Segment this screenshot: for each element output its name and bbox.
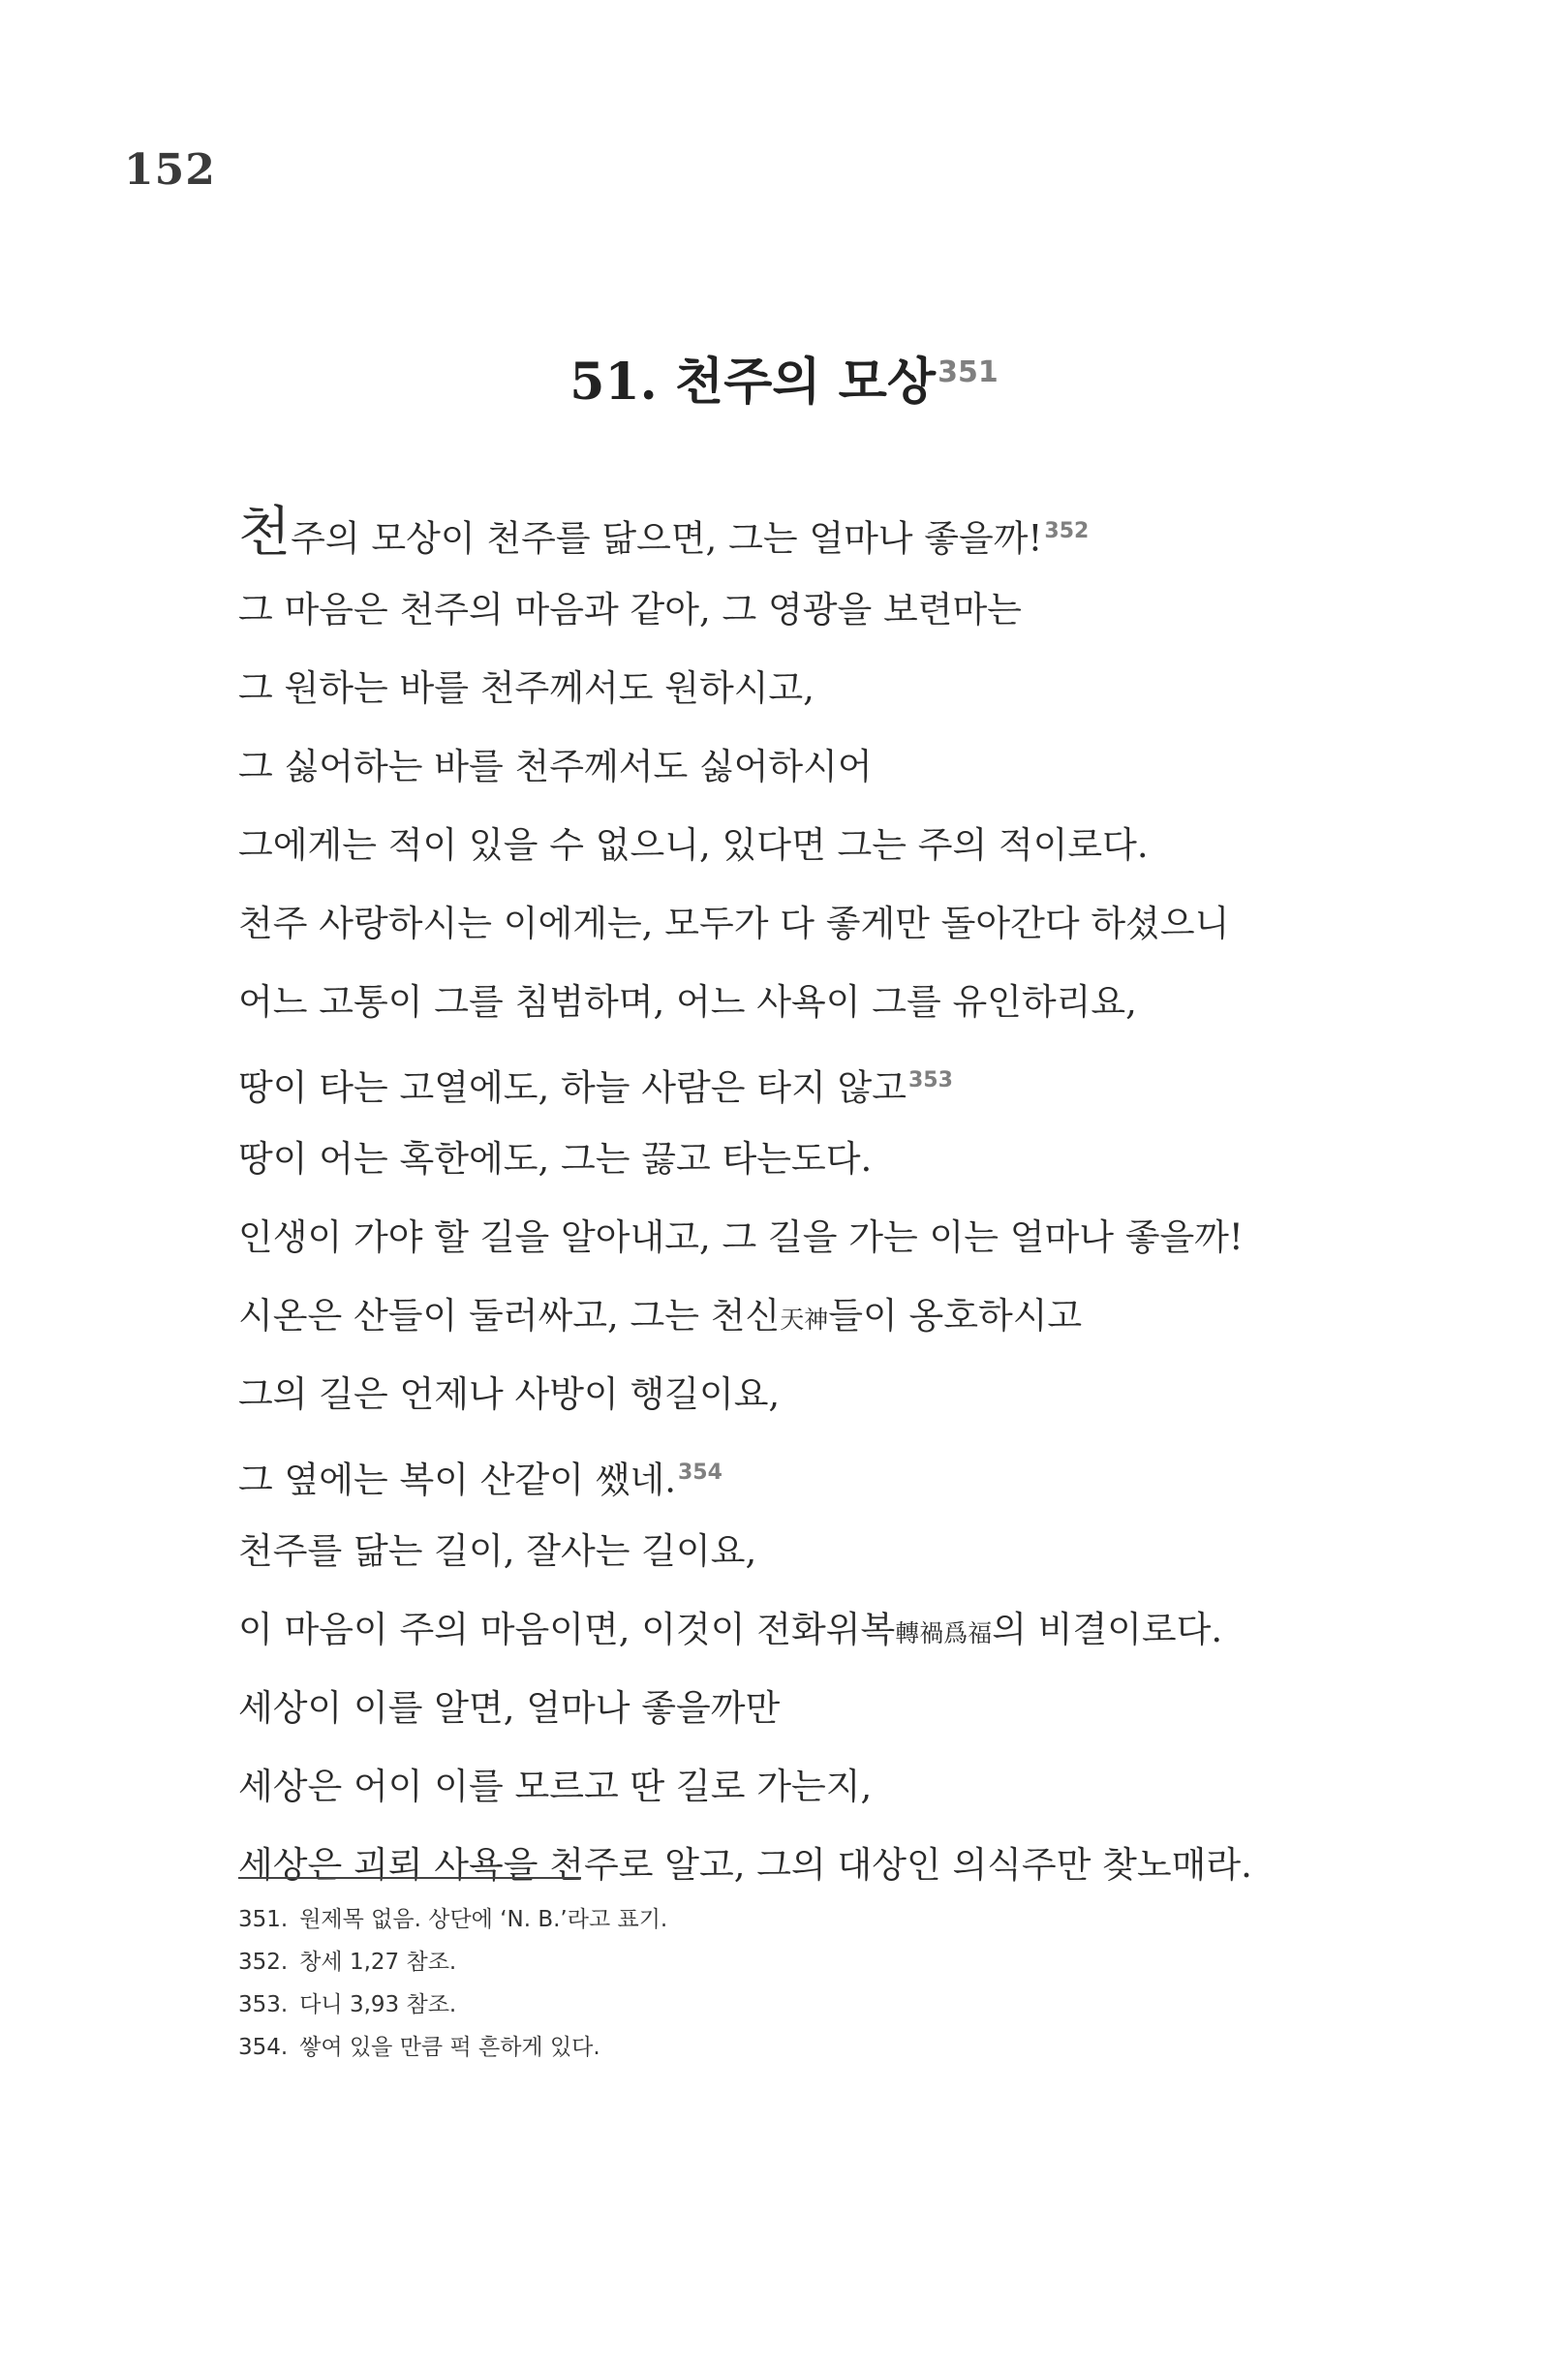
- poem-body: [238, 492, 1439, 1904]
- poem-line-8: [238, 1041, 1439, 1120]
- poem-line-5: 그에게는 적이 있을 수 없으니, 있다면 그는 주의 적이로다.: [238, 824, 1149, 866]
- poem-line-16: 세상이 이를 알면, 얼마나 좋을까만: [238, 1687, 781, 1729]
- poem-line-9: 땅이 어는 혹한에도, 그는 끓고 타는도다.: [238, 1138, 873, 1180]
- poem-line-1: [238, 492, 1439, 570]
- hanja-annotation: 轉禍爲福: [895, 1619, 993, 1647]
- poem-line-17: 세상은 어이 이를 모르고 딴 길로 가는지,: [238, 1766, 873, 1807]
- poem-line-14: 천주를 닮는 길이, 잘사는 길이요,: [238, 1530, 757, 1572]
- poem-line-15-before: 이 마음이 주의 마음이면, 이것이 전화위복: [238, 1609, 896, 1650]
- poem-line-1-text: 주의 모상이 천주를 닮으면, 그는 얼마나 좋을까!: [291, 517, 1043, 560]
- chapter-title-text: 51. 천주의 모상: [569, 353, 937, 412]
- hanja-annotation: 天神: [780, 1306, 829, 1334]
- poem-line-18: 세상은 괴뢰 사욕을 천주로 알고, 그의 대상인 의식주만 찾노매라.: [238, 1844, 1252, 1886]
- footnote-354: [238, 2026, 1207, 2069]
- footnote-352: [238, 1941, 1207, 1984]
- chapter-title: [0, 341, 1568, 414]
- footnote-number: 353.: [238, 1992, 289, 2017]
- footnote-text: 원제목 없음. 상단에 ‘N. B.’라고 표기.: [299, 1907, 668, 1932]
- poem-line-11: [238, 1276, 1439, 1355]
- poem-line-13: [238, 1433, 1439, 1512]
- footnote-351: [238, 1898, 1207, 1941]
- footnote-number: 352.: [238, 1950, 289, 1975]
- poem-line-13-text: 그 옆에는 복이 산같이 쌨네.: [238, 1459, 676, 1501]
- poem-line-10: 인생이 가야 할 길을 알아내고, 그 길을 가는 이는 얼마나 좋을까!: [238, 1216, 1244, 1258]
- poem-line-4: 그 싫어하는 바를 천주께서도 싫어하시어: [238, 746, 873, 787]
- poem-line-7: 어느 고통이 그를 침범하며, 어느 사욕이 그를 유인하리요,: [238, 981, 1137, 1023]
- footnote-ref-352: 352: [1044, 519, 1090, 543]
- footnote-ref-354: 354: [677, 1461, 723, 1485]
- poem-line-15: [238, 1590, 1439, 1669]
- footnote-353: [238, 1984, 1207, 2026]
- footnote-text: 창세 1,27 참조.: [299, 1950, 457, 1975]
- poem-line-11-after: 들이 옹호하시고: [828, 1295, 1083, 1337]
- poem-line-6: 천주 사랑하시는 이에게는, 모두가 다 좋게만 돌아간다 하셨으니: [238, 903, 1230, 944]
- footnote-divider: [238, 1877, 581, 1879]
- poem-line-11-before: 시온은 산들이 둘러싸고, 그는 천신: [238, 1295, 781, 1337]
- footnote-number: 354.: [238, 2035, 289, 2060]
- footnote-ref-351: 351: [938, 354, 999, 389]
- footnote-text: 쌓여 있을 만큼 퍽 흔하게 있다.: [299, 2035, 600, 2060]
- poem-line-12: 그의 길은 언제나 사방이 행길이요,: [238, 1373, 781, 1415]
- page-number: 152: [124, 145, 216, 195]
- poem-line-2: 그 마음은 천주의 마음과 같아, 그 영광을 보련마는: [238, 589, 1022, 630]
- footnote-number: 351.: [238, 1907, 289, 1932]
- poem-line-8-text: 땅이 타는 고열에도, 하늘 사람은 타지 않고: [238, 1066, 907, 1109]
- footnote-ref-353: 353: [907, 1068, 953, 1092]
- drop-cap: 천: [238, 501, 292, 565]
- footnotes: [238, 1898, 1207, 2069]
- poem-line-3: 그 원하는 바를 천주께서도 원하시고,: [238, 667, 815, 709]
- poem-line-15-after: 의 비결이로다.: [992, 1609, 1223, 1650]
- footnote-text: 다니 3,93 참조.: [299, 1992, 457, 2017]
